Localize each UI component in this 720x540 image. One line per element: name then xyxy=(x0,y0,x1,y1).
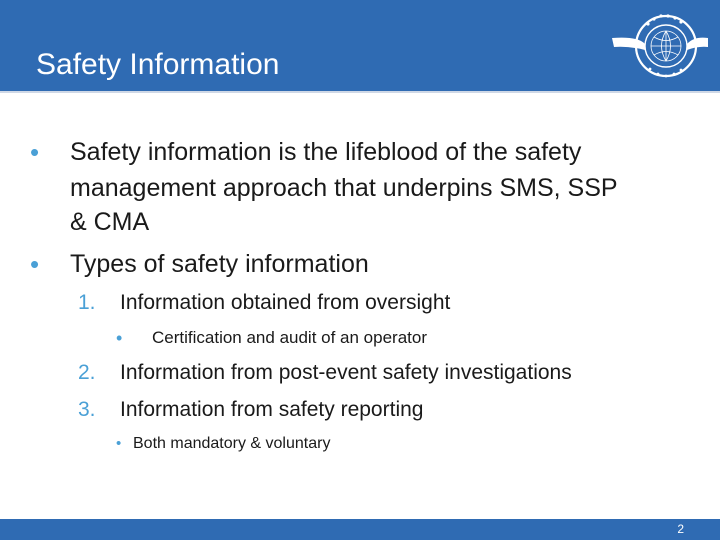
list-item-reporting: Information from safety reporting xyxy=(120,398,424,421)
bullet-text-lifeblood-line2: management approach that underpins SMS, SSP xyxy=(70,174,618,202)
bullet-text-types: Types of safety information xyxy=(70,250,369,278)
page-number: 2 xyxy=(677,522,684,536)
slide-title: Safety Information xyxy=(36,48,280,81)
list-number: 1. xyxy=(78,291,96,314)
sub-bullet-marker: • xyxy=(116,328,123,348)
slide-footer xyxy=(0,519,720,540)
bullet-marker: • xyxy=(30,137,40,167)
bullet-text-lifeblood-line3: & CMA xyxy=(70,208,150,236)
bullet-text-lifeblood-line1: Safety information is the lifeblood of the safety xyxy=(70,138,582,166)
list-number: 3. xyxy=(78,398,96,421)
list-item-investigations: Information from post-event safety investigations xyxy=(120,361,572,384)
sub-item-certification: Certification and audit of an operator xyxy=(152,328,428,347)
sub-item-mandatory-voluntary: Both mandatory & voluntary xyxy=(133,435,331,452)
sub-bullet-marker: • xyxy=(116,435,122,452)
list-number: 2. xyxy=(78,361,96,384)
list-item-oversight: Information obtained from oversight xyxy=(120,291,451,314)
bullet-marker: • xyxy=(30,249,40,279)
